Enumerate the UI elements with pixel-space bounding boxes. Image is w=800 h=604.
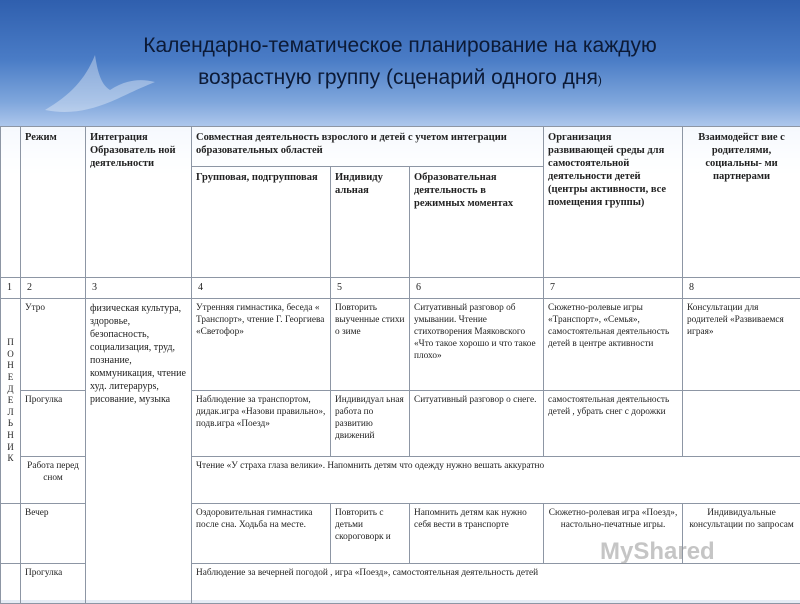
day-letter: Н <box>1 430 20 442</box>
individual-cell: Повторить с детьми скороговорк и <box>331 504 410 564</box>
day-empty-cell <box>1 504 21 564</box>
educational-cell: Ситуативный разговор о снеге. <box>410 391 544 457</box>
day-letter: Д <box>1 384 20 396</box>
day-letter: Е <box>1 395 20 407</box>
planning-table <box>0 126 800 604</box>
col-number: 3 <box>86 278 192 299</box>
environment-cell: Сюжетно-ролевые игры «Транспорт», «Семья», самостоятельная деятельность детей в центре активности <box>544 299 683 391</box>
day-letter: О <box>1 349 20 361</box>
col-number: 1 <box>1 278 21 299</box>
page-title <box>0 30 800 96</box>
col-number: 2 <box>21 278 86 299</box>
header-joint-activity: Совместная деятельность взрослого и детей с учетом интеграции образовательных областей <box>192 127 544 167</box>
watermark: MyShared <box>600 538 715 566</box>
group-cell: Утренняя гимнастика, беседа « Транспорт», чтение Г. Георгиева «Светофор» <box>192 299 331 391</box>
title-paren: ) <box>598 73 602 87</box>
group-cell: Наблюдение за транспортом, дидак.игра «Назови правильно», подв.игра «Поезд» <box>192 391 331 457</box>
group-cell: Оздоровительная гимнастика после сна. Ходьба на месте. <box>192 504 331 564</box>
environment-cell: самостоятельная деятельность детей , убрать снег с дорожки <box>544 391 683 457</box>
day-letter: П <box>1 337 20 349</box>
header-group: Групповая, подгрупповая <box>192 167 331 278</box>
day-letter: К <box>1 453 20 465</box>
educational-cell: Ситуативный разговор об умывании. Чтение стихотворения Маяковского «Что такое хорошо и что такое плохо» <box>410 299 544 391</box>
header-regime: Режим <box>21 127 86 278</box>
header-empty-cell <box>1 127 21 278</box>
day-letter: Н <box>1 360 20 372</box>
col-number: 8 <box>683 278 800 299</box>
col-number: 5 <box>331 278 410 299</box>
regime-cell: Прогулка <box>21 391 86 457</box>
merged-activity-cell: Чтение «У страха глаза велики». Напомнить детям что одежду нужно вешать аккуратно <box>192 457 800 504</box>
col-number: 6 <box>410 278 544 299</box>
educational-cell: Напомнить детям как нужно себя вести в транспорте <box>410 504 544 564</box>
regime-cell: Утро <box>21 299 86 391</box>
integration-cell: физическая культура, здоровье, безопасность, социализация, труд, познание, коммуникация, чтение худ. литерарурs, рисование, музыка <box>86 299 192 604</box>
header-interaction: Взаимодейст вие с родителями, социальны- ми партнерами <box>683 127 800 278</box>
day-label <box>1 299 21 504</box>
col-number: 4 <box>192 278 331 299</box>
day-letter: Ь <box>1 418 20 430</box>
header-environment: Организация развивающей среды для самостоятельной деятельности детей (центры активности, все помещения группы) <box>544 127 683 278</box>
day-letter: Е <box>1 372 20 384</box>
day-letter: Л <box>1 407 20 419</box>
individual-cell: Повторить выученные стихи о зиме <box>331 299 410 391</box>
day-letter: И <box>1 442 20 454</box>
day-empty-cell <box>1 564 21 604</box>
regime-cell: Вечер <box>21 504 86 564</box>
interaction-cell: Консультации для родителей «Развиваемся играя» <box>683 299 800 391</box>
table-row <box>1 299 800 391</box>
regime-cell: Работа перед сном <box>21 457 86 504</box>
regime-cell: Прогулка <box>21 564 86 604</box>
merged-activity-cell: Наблюдение за вечерней погодой , игра «Поезд», самостоятельная деятельность детей <box>192 564 800 604</box>
header-individual: Индивиду альная <box>331 167 410 278</box>
header-integration: Интеграция Образователь ной деятельности <box>86 127 192 278</box>
individual-cell: Индивидуал ьная работа по развитию движений <box>331 391 410 457</box>
col-number: 7 <box>544 278 683 299</box>
title-line-1: Календарно-тематическое планирование на каждую <box>143 34 657 57</box>
title-line-2: возрастную группу (сценарий одного дня <box>198 66 598 89</box>
environment-cell: Сюжетно-ролевая игра «Поезд», настольно-печатные игры. <box>544 504 683 564</box>
header-educational: Образовательная деятельность в режимных моментах <box>410 167 544 278</box>
interaction-cell: Индивидуальные консультации по запросам <box>683 504 800 564</box>
interaction-cell <box>683 391 800 457</box>
